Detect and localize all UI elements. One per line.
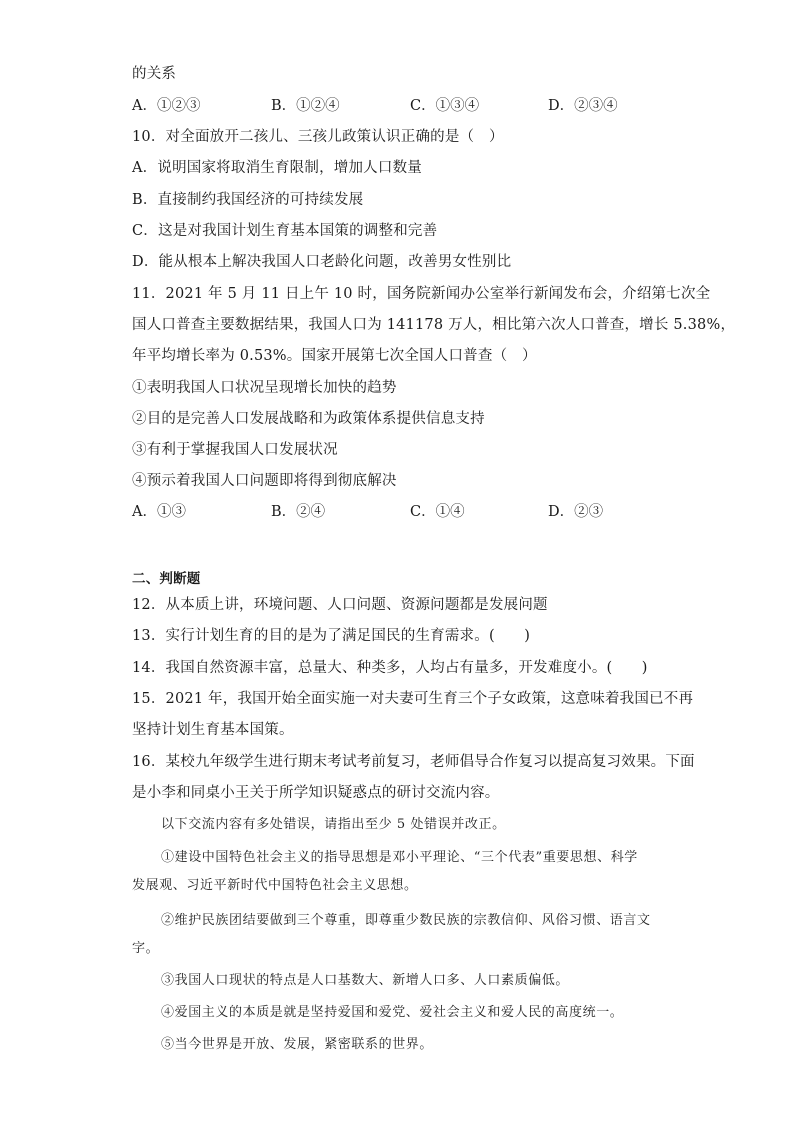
exchange-item-5: ⑤当今世界是开放、发展，紧密联系的世界。 [161,1037,434,1052]
q15-line-1: 15．2021 年，我国开始全面实施一对夫妻可生育三个子女政策，这意味着我国已不再 [132,691,694,707]
q16-line-2: 是小李和同桌小王关于所学知识疑惑点的研讨交流内容。 [132,785,500,801]
q14: 14．我国自然资源丰富，总量大、种类多，人均占有量多，开发难度小。( ) [132,660,648,676]
q10-choice-a: A．说明国家将取消生育限制，增加人口数量 [132,160,422,176]
exchange-item-1-line-2: 发展观、习近平新时代中国特色社会主义思想。 [132,878,418,893]
q16-line-1: 16．某校九年级学生进行期末考试考前复习，老师倡导合作复习以提高复习效果。下面 [132,754,695,770]
q9-stem-tail: 的关系 [132,66,177,82]
q11-statement-1: ①表明我国人口状况呈现增长加快的趋势 [132,380,397,396]
q9-option-d: D．②③④ [548,98,618,114]
q9-option-c: C．①③④ [410,98,480,114]
q9-option-b: B．①②④ [271,98,340,114]
q10-choice-c: C．这是对我国计划生育基本国策的调整和完善 [132,223,438,239]
q11-option-a: A．①③ [132,504,186,520]
q11-option-d: D．②③ [548,504,604,520]
exchange-item-3: ③我国人口现状的特点是人口基数大、新增人口多、人口素质偏低。 [161,973,570,988]
q10-choice-b: B．直接制约我国经济的可持续发展 [132,192,364,208]
exchange-item-4: ④爱国主义的本质是就是坚持爱国和爱党、爱社会主义和爱人民的高度统一。 [161,1005,624,1020]
q15-line-2: 坚持计划生育基本国策。 [132,722,294,738]
q11-statement-2: ②目的是完善人口发展战略和为政策体系提供信息支持 [132,411,485,427]
q11-option-b: B．②④ [271,504,326,520]
q13: 13．实行计划生育的目的是为了满足国民的生育需求。( ) [132,628,531,644]
q10-choice-d: D．能从根本上解决我国人口老龄化问题，改善男女性别比 [132,254,512,270]
section-title: 二、判断题 [132,571,201,587]
q11-stem-line-1: 11．2021 年 5 月 11 日上午 10 时，国务院新闻办公室举行新闻发布会，介绍第七次全 [132,286,711,302]
q11-statement-3: ③有利于掌握我国人口发展状况 [132,442,338,458]
q11-stem-line-3: 年平均增长率为 0.53%。国家开展第七次全国人口普查（ ） [132,348,537,364]
exchange-item-2-line-2: 字。 [132,941,160,956]
exchange-item-2-line-1: ②维护民族团结要做到三个尊重，即尊重少数民族的宗教信仰、风俗习惯、语言文 [161,913,651,928]
q12: 12．从本质上讲，环境问题、人口问题、资源问题都是发展问题 [132,597,548,613]
q10-stem: 10．对全面放开二孩儿、三孩儿政策认识正确的是（ ） [132,129,504,145]
q9-option-a: A．①②③ [132,98,201,114]
q11-statement-4: ④预示着我国人口问题即将得到彻底解决 [132,473,397,489]
q11-stem-line-2: 国人口普查主要数据结果，我国人口为 141178 万人，相比第六次人口普查，增长 5.38%， [132,317,736,333]
exchange-instruction: 以下交流内容有多处错误，请指出至少 5 处错误并改正。 [161,817,506,832]
exchange-item-1-line-1: ①建设中国特色社会主义的指导思想是邓小平理论、“三个代表”重要思想、科学 [161,850,638,865]
q11-option-c: C．①④ [410,504,465,520]
